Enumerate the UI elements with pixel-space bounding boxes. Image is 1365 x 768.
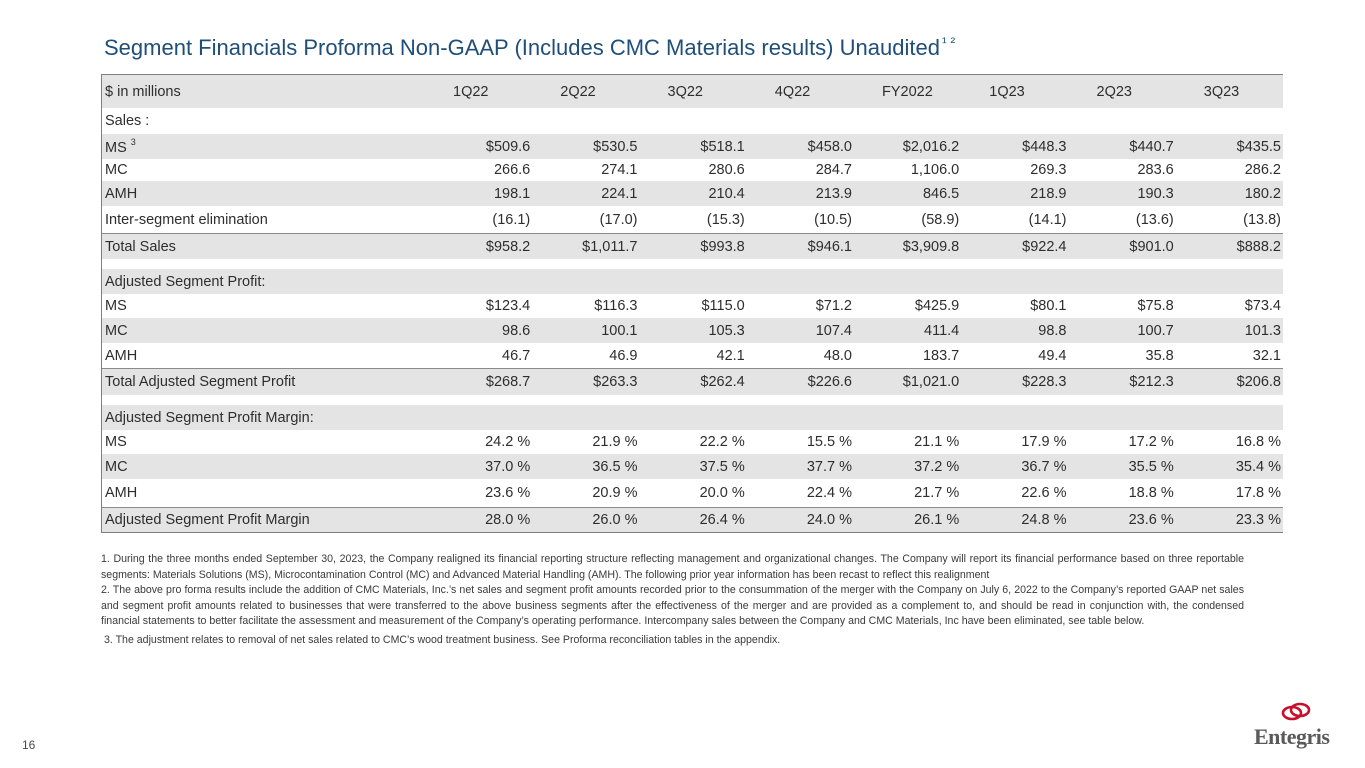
value-cell: $212.3	[1129, 374, 1174, 390]
row-label: Inter-segment elimination	[105, 211, 268, 228]
value-cell: 21.1 %	[914, 434, 960, 450]
value-cell: 1,106.0	[910, 162, 960, 178]
value-cell: 46.9	[609, 347, 638, 364]
value-cell: $1,021.0	[902, 374, 960, 390]
row-label: AMH	[105, 347, 138, 364]
value-cell: $75.8	[1137, 298, 1174, 314]
value-cell: (17.0)	[599, 211, 638, 228]
value-cell: 17.9 %	[1021, 434, 1067, 450]
row-label: AMH	[105, 485, 138, 501]
value-cell: 846.5	[922, 185, 960, 202]
value-cell: 26.0 %	[592, 512, 638, 528]
value-cell: 15.5 %	[806, 434, 852, 450]
value-cell: $440.7	[1129, 138, 1174, 155]
column-header: 1Q23	[989, 83, 1025, 100]
value-cell: $228.3	[1022, 374, 1067, 390]
row-label: MC	[105, 162, 128, 178]
value-cell: 107.4	[815, 322, 852, 339]
value-cell: 37.5 %	[699, 458, 745, 475]
value-cell: 26.4 %	[699, 512, 745, 528]
value-cell: $518.1	[700, 138, 745, 155]
value-cell: 286.2	[1244, 162, 1281, 178]
value-cell: 283.6	[1137, 162, 1174, 178]
value-cell: 32.1	[1252, 347, 1281, 364]
value-cell: $73.4	[1244, 298, 1281, 314]
value-cell: $530.5	[593, 138, 638, 155]
value-cell: $435.5	[1236, 138, 1281, 155]
value-cell: 224.1	[601, 185, 638, 202]
column-header: 2Q23	[1096, 83, 1132, 100]
value-cell: 48.0	[823, 347, 852, 364]
table-row	[102, 181, 1283, 206]
row-label: AMH	[105, 185, 138, 202]
table-row	[102, 343, 1283, 368]
value-cell: 23.6 %	[1128, 512, 1174, 528]
table-row	[102, 206, 1283, 233]
value-cell: 22.2 %	[699, 434, 745, 450]
value-cell: 274.1	[601, 162, 638, 178]
table-row	[102, 159, 1283, 181]
column-header: FY2022	[882, 83, 933, 100]
value-cell: 36.5 %	[592, 458, 638, 475]
entegris-logo	[1252, 702, 1348, 752]
value-cell: 42.1	[716, 347, 745, 364]
table-row	[102, 479, 1283, 507]
value-cell: 183.7	[922, 347, 960, 364]
value-cell: (15.3)	[706, 211, 745, 228]
page-title	[104, 34, 955, 61]
row-label: MC	[105, 322, 128, 339]
value-cell: 23.3 %	[1235, 512, 1281, 528]
value-cell: 101.3	[1244, 322, 1281, 339]
table-row	[102, 294, 1283, 318]
row-label: Total Sales	[105, 238, 176, 255]
value-cell: (58.9)	[921, 211, 960, 228]
value-cell: $262.4	[700, 374, 745, 390]
value-cell: $458.0	[807, 138, 852, 155]
value-cell: $115.0	[701, 298, 745, 314]
value-cell: 100.7	[1137, 322, 1174, 339]
value-cell: (16.1)	[492, 211, 531, 228]
value-cell: 37.0 %	[485, 458, 531, 475]
value-cell: 18.8 %	[1128, 485, 1174, 501]
column-header: 1Q22	[453, 83, 489, 100]
row-label: MS	[105, 434, 127, 450]
value-cell: (10.5)	[814, 211, 852, 228]
value-cell: 105.3	[708, 322, 745, 339]
value-cell: 180.2	[1244, 185, 1281, 202]
value-cell: $509.6	[485, 138, 531, 155]
value-cell: 198.1	[493, 185, 531, 202]
value-cell: 21.9 %	[592, 434, 638, 450]
value-cell: 218.9	[1030, 185, 1067, 202]
row-label: MC	[105, 458, 128, 475]
value-cell: 28.0 %	[485, 512, 531, 528]
value-cell: 23.6 %	[485, 485, 531, 501]
value-cell: 24.0 %	[806, 512, 852, 528]
value-cell: 210.4	[708, 185, 745, 202]
value-cell: 37.2 %	[914, 458, 960, 475]
column-header: 2Q22	[560, 83, 596, 100]
value-cell: $993.8	[700, 238, 745, 255]
value-cell: 35.5 %	[1128, 458, 1174, 475]
table-row	[102, 454, 1283, 479]
value-cell: 37.7 %	[806, 458, 852, 475]
row-label-text: MS	[105, 140, 127, 156]
value-cell: 36.7 %	[1021, 458, 1067, 475]
footnotes	[101, 552, 1244, 649]
value-cell: $2,016.2	[902, 138, 960, 155]
value-cell: 280.6	[708, 162, 745, 178]
row-label: MS	[105, 298, 127, 314]
value-cell: 16.8 %	[1235, 434, 1281, 450]
section-label-row	[102, 269, 1283, 294]
row-label	[102, 137, 425, 156]
value-cell: 17.8 %	[1235, 485, 1281, 501]
value-cell: 21.7 %	[914, 485, 960, 501]
value-cell: $922.4	[1022, 238, 1067, 255]
value-cell: 20.9 %	[592, 485, 638, 501]
table-row	[102, 318, 1283, 343]
value-cell: 17.2 %	[1128, 434, 1174, 450]
value-cell: 100.1	[601, 322, 638, 339]
row-label: Adjusted Segment Profit Margin	[105, 512, 310, 528]
footnote-1: 1. During the three months ended September 30, 2023, the Company realigned its financial reporting structure reflecting management and organizational changes. The Company will report its financial performance based on three reportable segments: Materials Solutions (MS), Microcontamination Control (MC) and Advanced Material Handling (AMH). The following prior year information has been recast to reflect this realignment	[101, 553, 1244, 581]
value-cell: (13.8)	[1243, 211, 1281, 228]
value-cell: 20.0 %	[699, 485, 745, 501]
column-header: 4Q22	[774, 83, 811, 100]
section-label-row	[102, 405, 1283, 430]
value-cell: $226.6	[807, 374, 852, 390]
value-cell: $888.2	[1236, 238, 1281, 255]
value-cell: $263.3	[593, 374, 638, 390]
value-cell: $123.4	[485, 298, 531, 314]
value-cell: $268.7	[485, 374, 531, 390]
total-row	[102, 507, 1283, 532]
table-row	[102, 430, 1283, 454]
value-cell: 269.3	[1030, 162, 1067, 178]
value-cell: 284.7	[815, 162, 852, 178]
total-row	[102, 368, 1283, 395]
value-cell: $71.2	[815, 298, 852, 314]
value-cell: $116.3	[594, 298, 638, 314]
value-cell: 213.9	[815, 185, 852, 202]
value-cell: 190.3	[1137, 185, 1174, 202]
value-cell: $3,909.8	[902, 238, 960, 255]
value-cell: 49.4	[1038, 347, 1067, 364]
section-label-sales: Sales :	[105, 113, 150, 129]
value-cell: 46.7	[502, 347, 531, 364]
row-label: Total Adjusted Segment Profit	[105, 374, 296, 390]
value-cell: (14.1)	[1028, 211, 1067, 228]
column-header: 3Q23	[1203, 83, 1240, 100]
total-row	[102, 233, 1283, 259]
footnote-3: 3. The adjustment relates to removal of net sales related to CMC’s wood treatment business. See Proforma reconciliation tables in the appendix.	[104, 633, 781, 646]
table-header-row	[102, 75, 1283, 108]
value-cell: $80.1	[1030, 298, 1067, 314]
value-cell: 35.8	[1145, 347, 1174, 364]
footnote-ref: 3	[130, 137, 136, 147]
page-number: 16	[22, 738, 36, 752]
value-cell: 98.8	[1038, 322, 1067, 339]
section-label-row	[102, 108, 1283, 134]
value-cell: (13.6)	[1135, 211, 1174, 228]
value-cell: 22.4 %	[806, 485, 852, 501]
logo-wordmark: Entegris	[1254, 724, 1330, 749]
value-cell: $946.1	[807, 238, 852, 255]
value-cell: 26.1 %	[914, 512, 960, 528]
value-cell: 411.4	[924, 322, 960, 339]
value-cell: 24.2 %	[485, 434, 531, 450]
value-cell: 24.8 %	[1021, 512, 1067, 528]
segment-financials-table	[101, 74, 1283, 533]
value-cell: 35.4 %	[1235, 458, 1281, 475]
value-cell: $1,011.7	[582, 238, 638, 255]
value-cell: 98.6	[502, 322, 531, 339]
value-cell: $206.8	[1236, 374, 1281, 390]
value-cell: 22.6 %	[1021, 485, 1067, 501]
section-label-profit: Adjusted Segment Profit:	[105, 273, 266, 290]
value-cell: 266.6	[493, 162, 531, 178]
value-cell: $901.0	[1129, 238, 1174, 255]
column-header: 3Q22	[667, 83, 703, 100]
section-label-margin: Adjusted Segment Profit Margin:	[105, 409, 314, 426]
value-cell: $958.2	[485, 238, 531, 255]
title-text: Segment Financials Proforma Non-GAAP (Includes CMC Materials results) Unaudited	[104, 35, 940, 60]
value-cell: $448.3	[1022, 138, 1067, 155]
footnote-2: 2. The above pro forma results include the addition of CMC Materials, Inc.’s net sales and segment profit amounts recorded prior to the consummation of the merger with the Company on July 6, 2022 to the Company’s reported GAAP net sales and segment profit amounts related to businesses that were transferred to the above business segments after the effectiveness of the merger and are provided as a complement to, and should be read in conjunction with, the condensed financial statements to better facilitate the assessment and measurement of the Company’s operating performance. Intercompany sales between the Company and CMC Materials, Inc have been eliminated, see table below.	[101, 584, 1244, 628]
value-cell: $425.9	[914, 298, 960, 314]
title-footnote-refs: ¹ ²	[941, 34, 956, 50]
header-units-label: $ in millions	[105, 83, 181, 100]
table-row	[102, 134, 1283, 159]
logo-mark-icon	[1280, 702, 1312, 722]
